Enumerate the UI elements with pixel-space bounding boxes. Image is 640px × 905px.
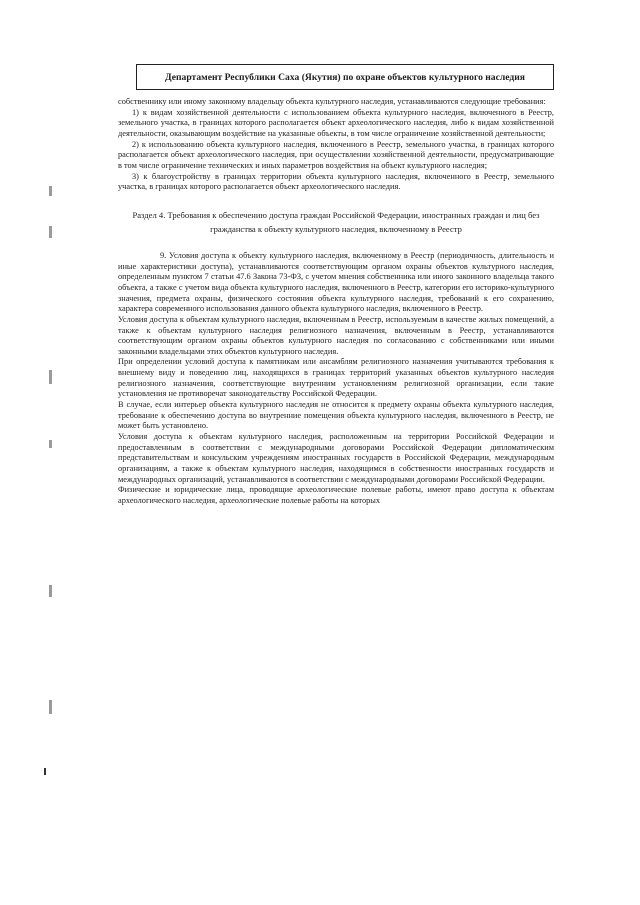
paragraph: В случае, если интерьер объекта культурного наследия не относится к предмету охраны объекта культурного наследия, требование к обеспечению доступа во внутренние помещения объекта культурного наследия, включенного в Реестр, не может быть установлено. — [118, 400, 554, 431]
list-item-3: 3) к благоустройству в границах территории объекта культурного наследия, включенного в Реестр, земельного участка, в границах которого располагается объект археологического наследия. — [118, 171, 554, 192]
paragraph: Физические и юридические лица, проводящие археологические полевые работы, имеют право доступа к объектам археологического наследия, археологические полевые работы на которых — [118, 485, 554, 505]
document-body — [118, 97, 554, 507]
paragraph: Условия доступа к объектам культурного наследия, расположенным на территории Российской Федерации и предоставленным в соответствии с международными договорами Российской Федерации дипломатическим представительствам и консульским учреждениям иностранных государств в Российской Федерации, международным организациям, а также к объектам культурного наследия, находящимся в собственности иностранных государств и международных организаций, устанавливаются в соответствии с международными договорами Российской Федерации. — [118, 432, 554, 484]
scan-mark — [44, 768, 46, 775]
scan-mark — [49, 186, 52, 196]
paragraph: При определении условий доступа к памятникам или ансамблям религиозного назначения учитываются требования к внешнему виду и поведению лиц, находящихся в границах территорий указанных объектов культурного наследия религиозного назначения, соответствующие внутренним установлениям религиозной организации, если такие установления не противоречат законодательству Российской Федерации. — [118, 357, 554, 399]
paragraph: собственнику или иному законному владельцу объекта культурного наследия, устанавливаются следующие требования: — [118, 97, 546, 106]
scan-mark — [49, 370, 52, 384]
section-title: Раздел 4. Требования к обеспечению доступа граждан Российской Федерации, иностранных граждан и лиц без гражданства к объекту культурного наследия, включенному в Реестр — [132, 209, 540, 234]
header-box — [136, 64, 554, 90]
department-header: Департамент Республики Саха (Якутия) по охране объектов культурного наследия — [165, 71, 525, 83]
scan-mark — [49, 585, 52, 597]
list-item-2: 2) к использованию объекта культурного наследия, включенного в Реестр, земельного участка, в границах которого располагается объект археологического наследия, при осуществлении хозяйственной деятельности, предусматривающие в том числе ограничение технических и иных параметров воздействия на объект культурного наследия; — [118, 139, 554, 170]
scan-mark — [49, 440, 52, 448]
paragraph-9: 9. Условия доступа к объекту культурного наследия, включенному в Реестр (периодичность, длительность и иные характеристики доступа), устанавливаются соответствующим органом охраны объектов культурного наследия, определенным пунктом 7 статьи 47.6 Закона 73-ФЗ, с учетом мнения собственника или иного законного владельца такого объекта, а также с учетом вида объекта культурного наследия, включенного в Реестр, категории его историко-культурного значения, предмета охраны, физического состояния объекта культурного наследия, требований к его сохранению, характера современного использования данного объекта культурного наследия, включенного в Реестр. — [118, 250, 554, 314]
paragraph: Условия доступа к объектам культурного наследия, включенным в Реестр, используемым в качестве жилых помещений, а также к объектам культурного наследия религиозного назначения, включенным в Реестр, устанавливаются соответствующим органом охраны объектов культурного наследия по согласованию с собственниками или иными законными владельцами этих объектов культурного наследия. — [118, 314, 554, 356]
scan-mark — [49, 226, 52, 238]
list-item-1: 1) к видам хозяйственной деятельности с использованием объекта культурного наследия, включенного в Реестр, земельного участка, в границах которого располагается объект археологического наследия, либо к видам хозяйственной деятельности, оказывающим воздействие на указанные объекты, в том числе ограничение хозяйственной деятельности; — [118, 107, 554, 138]
scan-mark — [49, 700, 52, 714]
